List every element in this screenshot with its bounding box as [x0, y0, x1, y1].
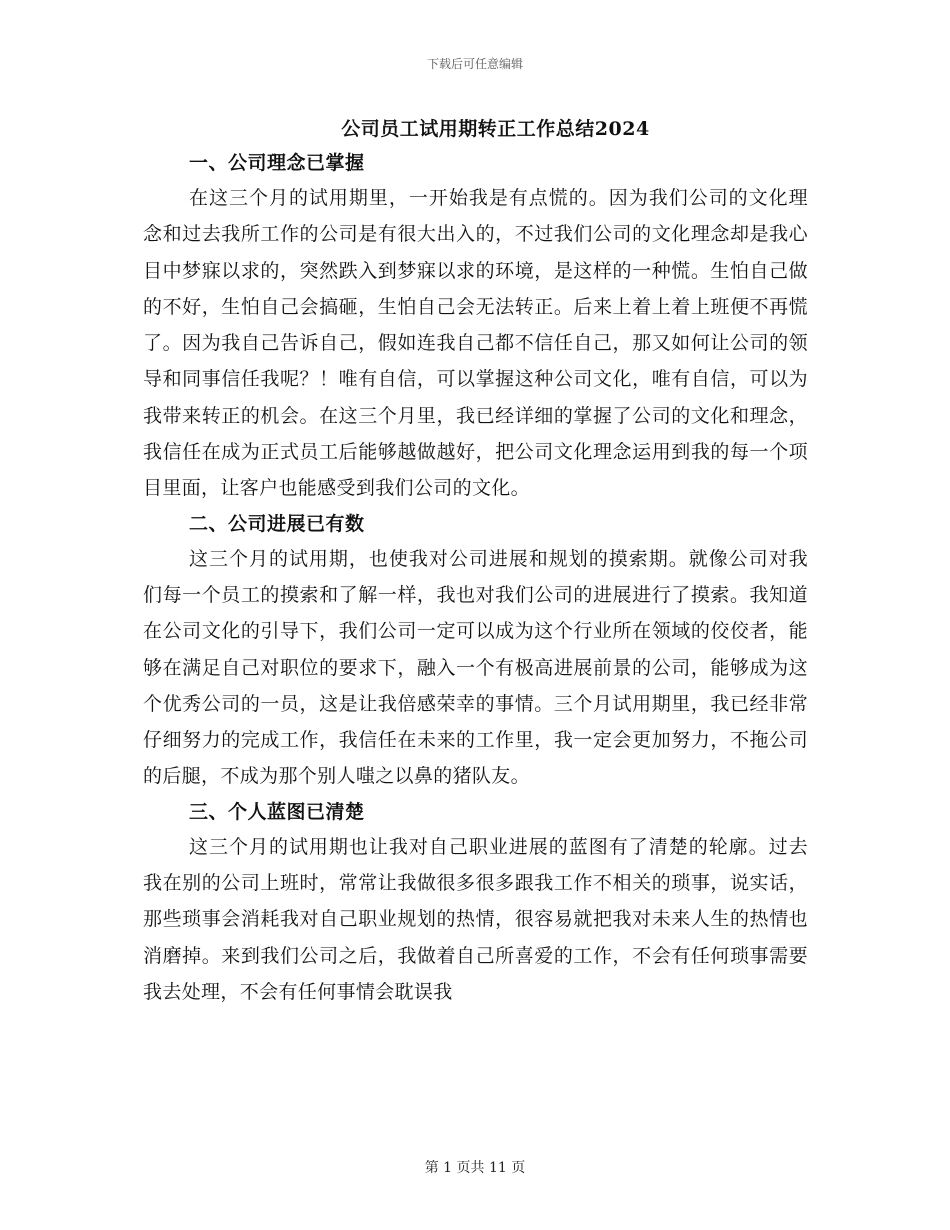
header-note: 下载后可任意编辑 — [426, 57, 523, 71]
page-footer: 第 1 页共 11 页 — [424, 1160, 526, 1176]
section-1 — [143, 146, 808, 507]
section-paragraph: 这三个月的试用期也让我对自己职业进展的蓝图有了清楚的轮廓。过去我在别的公司上班时，常常让我做很多很多跟我工作不相关的琐事，说实话，那些琐事会消耗我对自己职业规划的热情，很容易就把我对未来人生的热情也消磨掉。来到我们公司之后，我做着自己所喜爱的工作，不会有任何琐事需要我去处理，不会有任何事情会耽误我 — [143, 835, 808, 1003]
document-title: 公司员工试用期转正工作总结2024 — [341, 118, 650, 140]
section-paragraph: 在这三个月的试用期里，一开始我是有点慌的。因为我们公司的文化理念和过去我所工作的公司是有很大出入的，不过我们公司的文化理念却是我心目中梦寐以求的，突然跌入到梦寐以求的环境，是这样的一种慌。生怕自己做的不好，生怕自己会搞砸，生怕自己会无法转正。后来上着上着上班便不再慌了。因为我自己告诉自己，假如连我自己都不信任自己，那又如何让公司的领导和同事信任我呢？！唯有自信，可以掌握这种公司文化，唯有自信，可以为我带来转正的机会。在这三个月里，我已经详细的掌握了公司的文化和理念，我信任在成为正式员工后能够越做越好，把公司文化理念运用到我的每一个项目里面，让客户也能感受到我们公司的文化。 — [143, 187, 808, 500]
section-2 — [143, 507, 808, 795]
document-body — [143, 112, 808, 1010]
section-paragraph: 这三个月的试用期，也使我对公司进展和规划的摸索期。就像公司对我们每一个员工的摸索和了解一样，我也对我们公司的进展进行了摸索。我知道在公司文化的引导下，我们公司一定可以成为这个行业所在领域的佼佼者，能够在满足自己对职位的要求下，融入一个有极高进展前景的公司，能够成为这个优秀公司的一员，这是让我倍感荣幸的事情。三个月试用期里，我已经非常仔细努力的完成工作，我信任在未来的工作里，我一定会更加努力，不拖公司的后腿，不成为那个别人嗤之以鼻的猪队友。 — [143, 547, 808, 788]
section-heading: 一、公司理念已掌握 — [189, 152, 365, 174]
section-heading: 三、个人蓝图已清楚 — [189, 800, 365, 823]
section-3 — [143, 795, 808, 1010]
section-heading: 二、公司进展已有数 — [189, 512, 365, 535]
